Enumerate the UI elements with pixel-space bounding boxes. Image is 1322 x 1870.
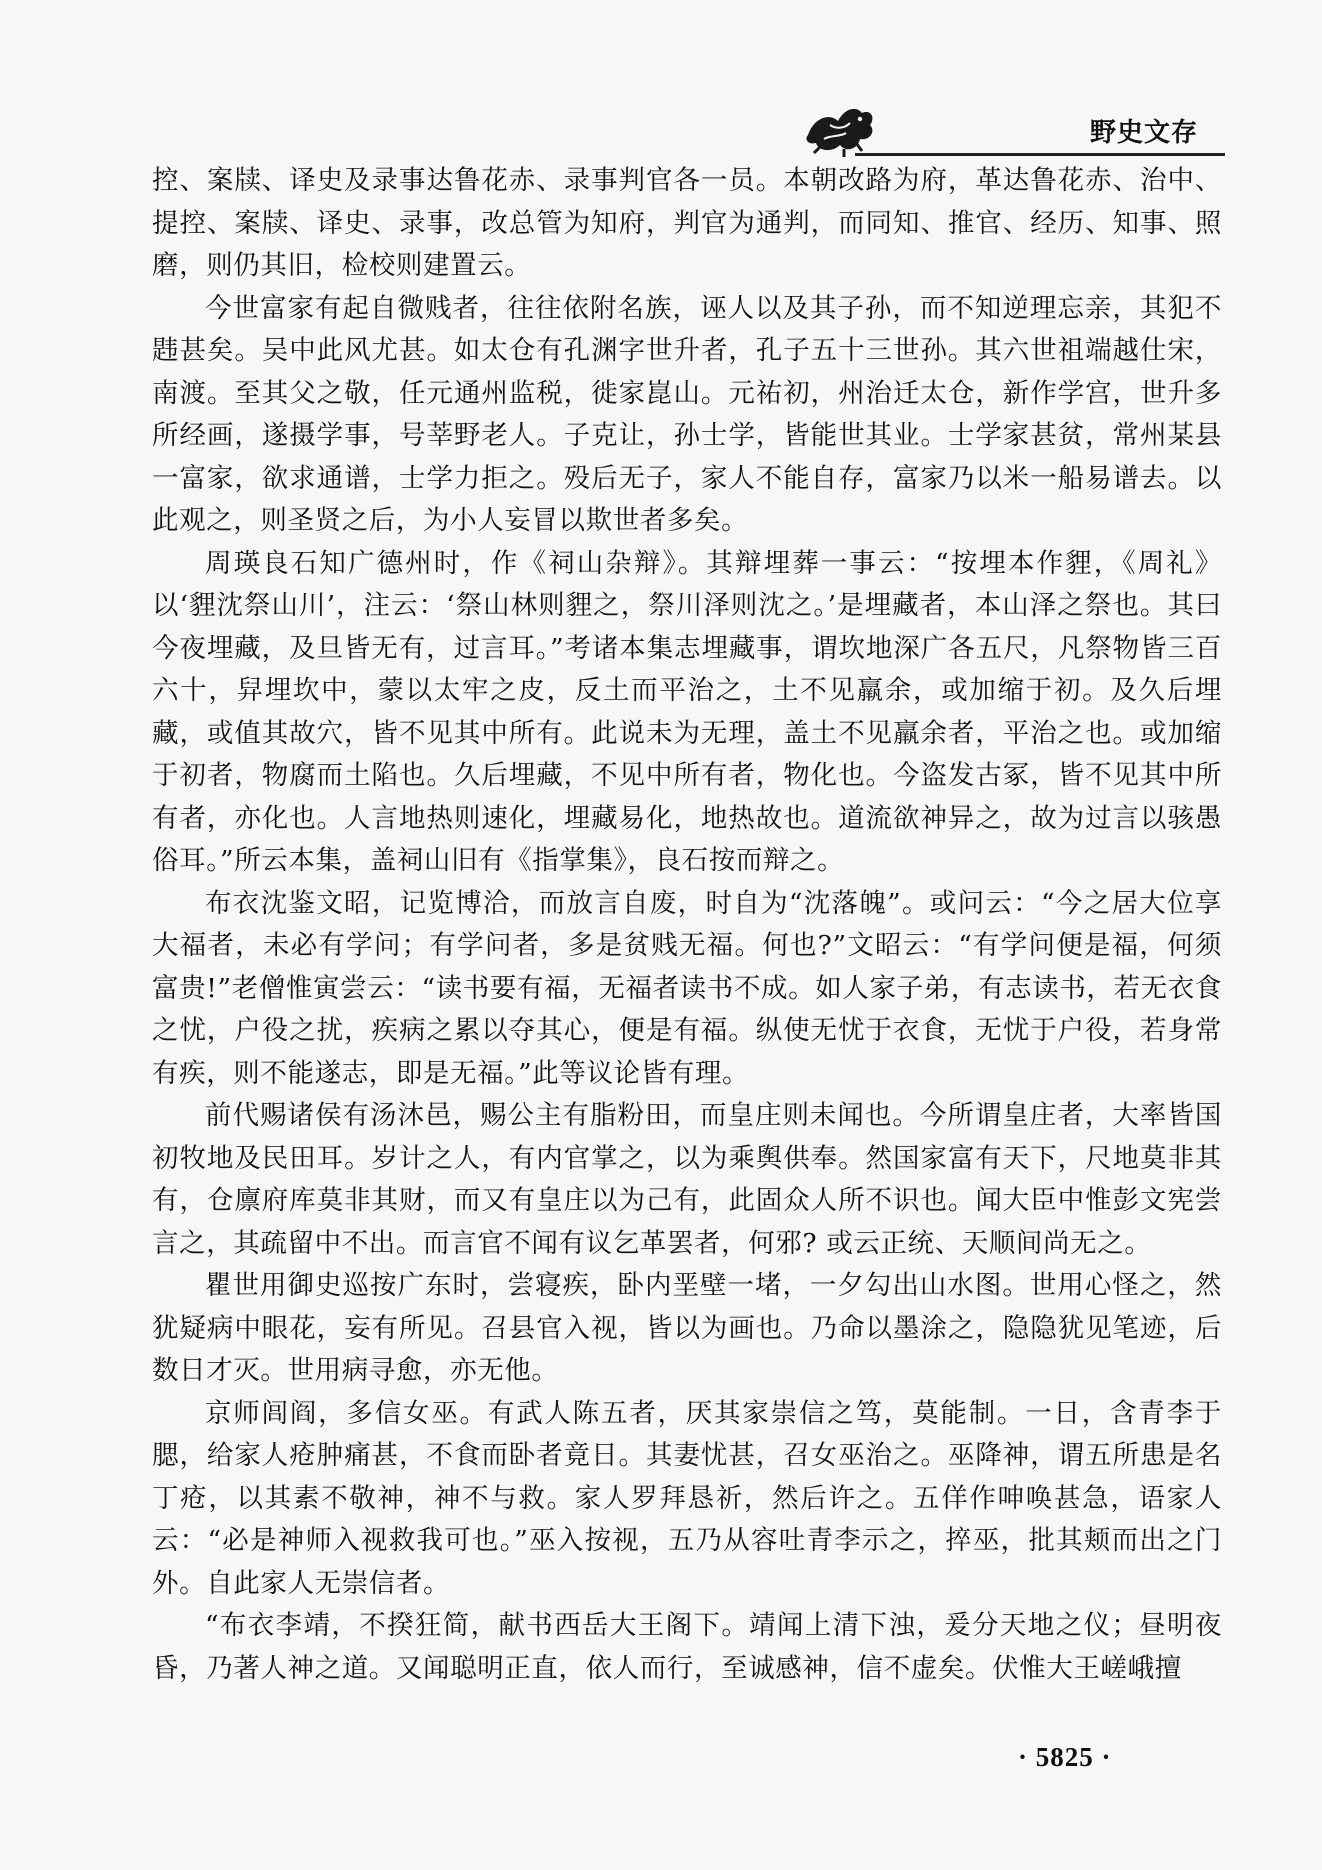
paragraph: 今世富家有起自微贱者，往往依附名族，诬人以及其子孙，而不知逆理忘亲，其犯不韪甚矣。吴中此风尤甚。如太仓有孔渊字世升者，孔子五十三世孙。其六世祖端越仕宋，南渡。至其父之敬，任元通州监税，徙家崑山。元祐初，州治迁太仓，新作学宫，世升多所经画，遂摄学事，号莘野老人。子克让，孙士学，皆能世其业。士学家甚贫，常州某县一富家，欲求通谱，士学力拒之。殁后无子，家人不能自存，富家乃以米一船易谱去。以此观之，则圣贤之后，为小人妄冒以欺世者多矣。 (152, 292, 1222, 536)
page-number: · 5825 · (1018, 1742, 1112, 1772)
header-rule (855, 153, 1225, 156)
body-text (152, 160, 1222, 1690)
paragraph: 布衣沈鉴文昭，记览博洽，而放言自废，时自为“沈落魄”。或问云：“今之居大位享大福者，未必有学问；有学问者，多是贫贱无福。何也?”文昭云：“有学问便是福，何须富贵!”老僧惟寅尝云：“读书要有福，无福者读书不成。如人家子弟，有志读书，若无衣食之忧，户役之扰，疾病之累以夺其心，便是有福。纵使无忧于衣食，无忧于户役，若身常有疾，则不能遂志，即是无福。”此等议论皆有理。 (152, 887, 1222, 1089)
paragraph: 前代赐诸侯有汤沐邑，赐公主有脂粉田，而皇庄则未闻也。今所谓皇庄者，大率皆国初牧地及民田耳。岁计之人，有内官掌之，以为乘舆供奉。然国家富有天下，尺地莫非其有，仓廪府库莫非其财，而又有皇庄以为己有，此固众人所不识也。闻大臣中惟彭文宪尝言之，其疏留中不出。而言官不闻有议乞革罢者，何邪? 或云正统、天顺间尚无之。 (152, 1100, 1222, 1259)
paragraph: 京师闾阎，多信女巫。有武人陈五者，厌其家崇信之笃，莫能制。一日，含青李于腮，给家人疮肿痛甚，不食而卧者竟日。其妻忧甚，召女巫治之。巫降神，谓五所患是名丁疮，以其素不敬神，神不与救。家人罗拜恳祈，然后许之。五佯作呻唤甚急，语家人云：“必是神师入视救我可也。”巫入按视，五乃从容吐青李示之，捽巫，批其颊而出之门外。自此家人无崇信者。 (152, 1397, 1222, 1599)
paragraph: “布衣李靖，不揆狂简，献书西岳大王阁下。靖闻上清下浊，爰分天地之仪；昼明夜昏，乃著人神之道。又闻聪明正直，依人而行，至诚感神，信不虚矣。伏惟大王嵯峨擅 (152, 1610, 1222, 1684)
running-header-title: 野史文存 (1090, 118, 1199, 148)
paragraph: 周瑛良石知广德州时，作《祠山杂辩》。其辩埋葬一事云：“按埋本作貍，《周礼》以‘貍沈祭山川’，注云：‘祭山林则貍之，祭川泽则沈之。’是埋藏者，本山泽之祭也。其曰今夜埋藏，及旦皆无有，过言耳。”考诸本集志埋藏事，谓坎地深广各五尺，凡祭物皆三百六十，舁埋坎中，蒙以太牢之皮，反土而平治之，土不见羸余，或加缩于初。及久后埋藏，或值其故穴，皆不见其中所有。此说未为无理，盖土不见羸余者，平治之也。或加缩于初者，物腐而土陷也。久后埋藏，不见中所有者，物化也。今盗发古冢，皆不见其中所有者，亦化也。人言地热则速化，埋藏易化，地热故也。道流欲神异之，故为过言以骇愚俗耳。”所云本集，盖祠山旧有《指掌集》，良石按而辩之。 (152, 547, 1222, 876)
paragraph: 瞿世用御史巡按广东时，尝寝疾，卧内垩壁一堵，一夕勾出山水图。世用心怪之，然犹疑病中眼花，妄有所见。召县官入视，皆以为画也。乃命以墨涂之，隐隐犹见笔迹，后数日才灭。世用病寻愈，亦无他。 (152, 1270, 1222, 1386)
paragraph: 控、案牍、译史及录事达鲁花赤、录事判官各一员。本朝改路为府，革达鲁花赤、治中、提控、案牍、译史、录事，改总管为知府，判官为通判，而同知、推官、经历、知事、照磨，则仍其旧，检校则建置云。 (152, 165, 1222, 281)
